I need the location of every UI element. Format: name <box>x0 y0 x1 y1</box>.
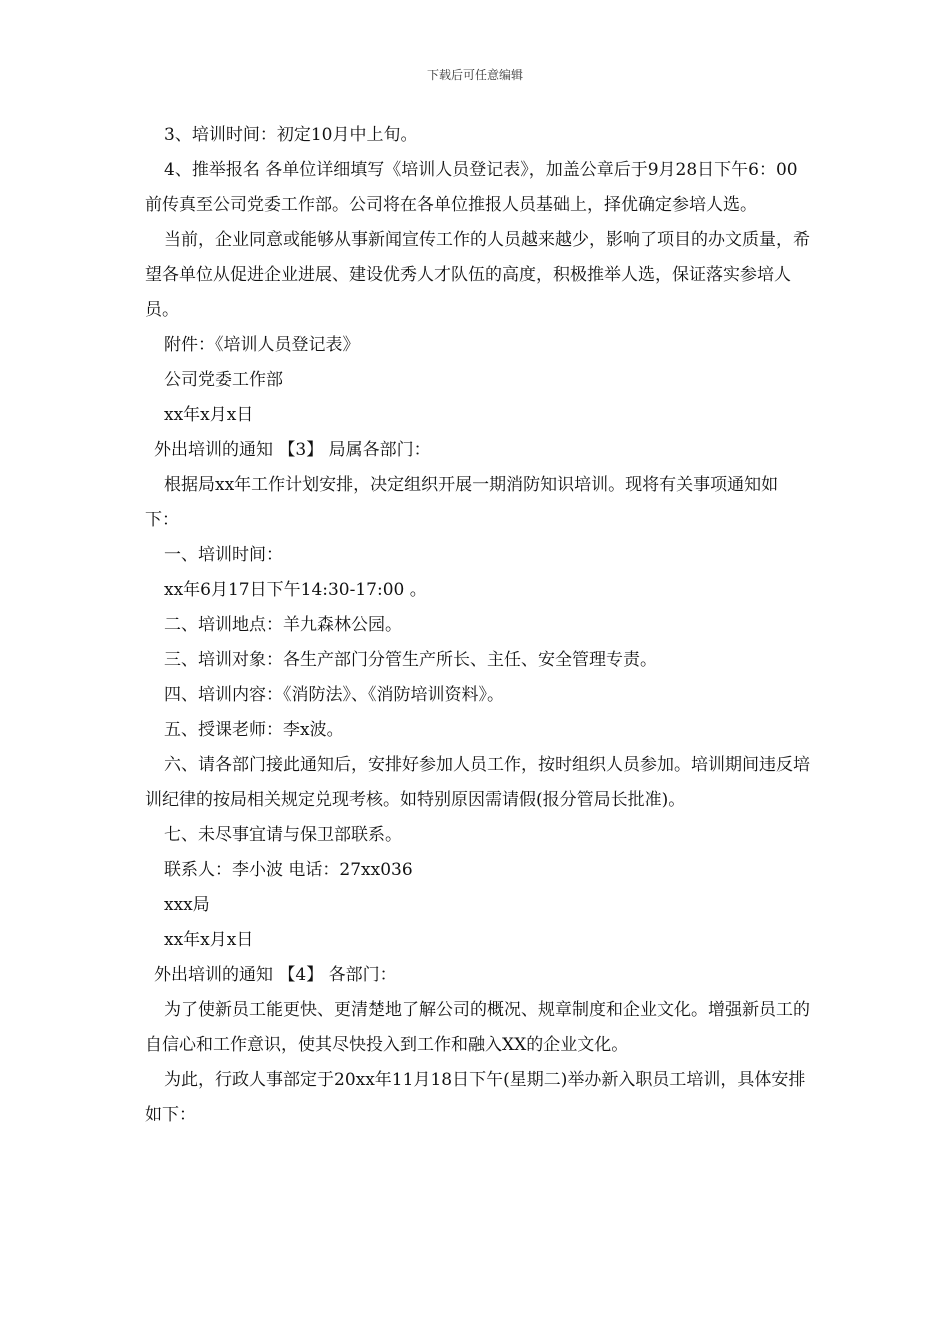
paragraph-current-situation: 当前，企业同意或能够从事新闻宣传工作的人员越来越少，影响了项目的办文质量，希望各单位从促进企业进展、建设优秀人才队伍的高度，积极推举人选，保证落实参培人员。 <box>145 230 810 320</box>
paragraph-contact: 联系人：李小波 电话：27xx036 <box>164 860 413 880</box>
paragraph-date-2: xx年x月x日 <box>164 930 254 950</box>
paragraph-item-2: 二、培训地点：羊九森林公园。 <box>164 615 402 635</box>
paragraph-new-employee: 为了使新员工能更快、更清楚地了解公司的概况、规章制度和企业文化。增强新员工的自信心和工作意识，使其尽快投入到工作和融入XX的企业文化。 <box>145 1000 810 1055</box>
paragraph-item-6: 六、请各部门接此通知后，安排好参加人员工作，按时组织人员参加。培训期间违反培训纪律的按局相关规定兑现考核。如特别原因需请假(报分管局长批准)。 <box>145 755 810 810</box>
heading-notice-3: 外出培训的通知 【3】 局属各部门： <box>154 440 431 460</box>
paragraph-signature-bureau: xxx局 <box>164 895 210 915</box>
paragraph-item-5: 五、授课老师：李x波。 <box>164 720 344 740</box>
page-header: 下载后可任意编辑 <box>426 68 523 82</box>
paragraph-item-4: 四、培训内容：《消防法》、《消防培训资料》。 <box>164 685 504 705</box>
paragraph-plan: 根据局xx年工作计划安排，决定组织开展一期消防知识培训。现将有关事项通知如下： <box>145 475 779 530</box>
paragraph-item-1-time: xx年6月17日下午14:30-17:00 。 <box>164 580 427 600</box>
paragraph-registration: 4、推举报名 各单位详细填写《培训人员登记表》，加盖公章后于9月28日下午6：00前传真至公司党委工作部。公司将在各单位推报人员基础上，择优确定参培人选。 <box>145 160 798 215</box>
paragraph-date-1: xx年x月x日 <box>164 405 254 425</box>
paragraph-arrangement: 为此，行政人事部定于20xx年11月18日下午(星期二)举办新入职员工培训，具体安排如下： <box>145 1070 806 1125</box>
paragraph-item-1: 一、培训时间： <box>164 545 283 565</box>
paragraph-training-time: 3、培训时间：初定10月中上旬。 <box>164 125 418 145</box>
heading-notice-4: 外出培训的通知 【4】 各部门： <box>154 965 397 985</box>
paragraph-attachment: 附件：《培训人员登记表》 <box>164 335 360 355</box>
paragraph-signature-dept: 公司党委工作部 <box>164 370 283 390</box>
paragraph-item-7: 七、未尽事宜请与保卫部联系。 <box>164 825 402 845</box>
paragraph-item-3: 三、培训对象：各生产部门分管生产所长、主任、安全管理专责。 <box>164 650 657 670</box>
document-body <box>145 118 810 1133</box>
